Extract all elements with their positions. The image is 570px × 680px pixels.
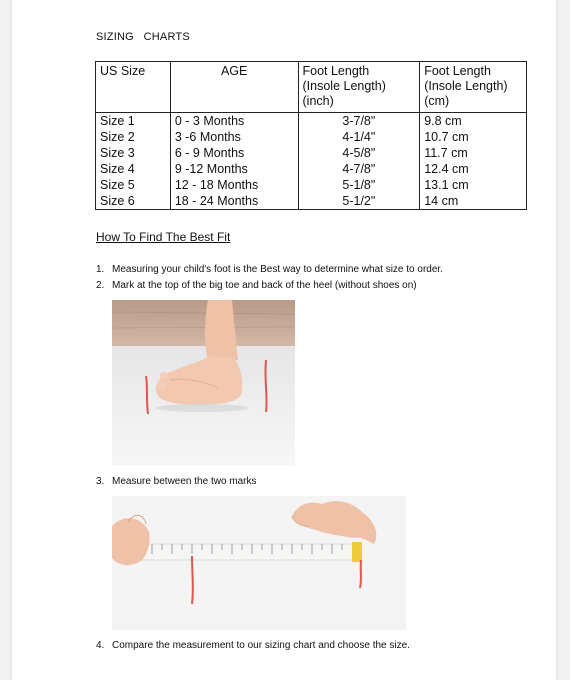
cell-age: 12 - 18 Months	[170, 177, 298, 193]
header-age: AGE	[170, 62, 298, 113]
step-number: 4.	[96, 640, 105, 651]
cell-cm: 13.1 cm	[420, 177, 527, 193]
measuring-tape	[134, 544, 354, 560]
table-row	[96, 193, 527, 210]
foot-marking-photo	[112, 300, 295, 466]
cell-cm: 14 cm	[420, 193, 527, 210]
foot-marking-illustration	[112, 300, 295, 466]
tape-measure-photo	[112, 496, 406, 630]
toe-shape	[157, 381, 167, 391]
step-text: Mark at the top of the big toe and back of the heel (without shoes on)	[112, 280, 417, 291]
heel-mark	[360, 560, 361, 588]
toe-mark	[192, 556, 193, 604]
table-row	[96, 145, 527, 161]
cell-inch: 3-7/8"	[298, 113, 420, 130]
tape-measure-illustration	[112, 496, 406, 630]
step-4	[96, 640, 410, 651]
step-number: 2.	[96, 280, 105, 291]
sizing-table	[95, 61, 527, 210]
header-foot-length-cm: Foot Length (Insole Length) (cm)	[420, 62, 527, 113]
cell-age: 6 - 9 Months	[170, 145, 298, 161]
tape-end-tab	[352, 542, 362, 562]
cell-size: Size 3	[96, 145, 171, 161]
wood-background	[112, 300, 295, 346]
sizing-table-header-row	[96, 62, 527, 113]
step-text: Measuring your child's foot is the Best way to determine what size to order.	[112, 264, 443, 275]
step-number: 3.	[96, 476, 105, 487]
cell-size: Size 5	[96, 177, 171, 193]
cell-cm: 11.7 cm	[420, 145, 527, 161]
table-row	[96, 161, 527, 177]
sizing-document	[12, 0, 556, 680]
toe-shape	[160, 372, 168, 380]
step-2	[96, 280, 417, 291]
step-text: Compare the measurement to our sizing chart and choose the size.	[112, 640, 410, 651]
table-row	[96, 113, 527, 130]
cell-age: 3 -6 Months	[170, 129, 298, 145]
header-foot-length-inch: Foot Length (Insole Length) (inch)	[298, 62, 420, 113]
heel-mark	[265, 360, 266, 412]
table-row	[96, 177, 527, 193]
step-text: Measure between the two marks	[112, 476, 257, 487]
cell-size: Size 6	[96, 193, 171, 210]
cell-inch: 4-7/8"	[298, 161, 420, 177]
step-1	[96, 264, 443, 275]
cell-size: Size 1	[96, 113, 171, 130]
cell-inch: 5-1/8"	[298, 177, 420, 193]
cell-age: 9 -12 Months	[170, 161, 298, 177]
header-us-size: US Size	[96, 62, 171, 113]
best-fit-heading: How To Find The Best Fit	[96, 230, 231, 244]
cell-inch: 5-1/2"	[298, 193, 420, 210]
sizing-charts-title: SIZING CHARTS	[96, 31, 190, 43]
step-3	[96, 476, 257, 487]
cell-cm: 12.4 cm	[420, 161, 527, 177]
cell-cm: 9.8 cm	[420, 113, 527, 130]
cell-size: Size 2	[96, 129, 171, 145]
cell-age: 0 - 3 Months	[170, 113, 298, 130]
table-row	[96, 129, 527, 145]
cell-size: Size 4	[96, 161, 171, 177]
cell-age: 18 - 24 Months	[170, 193, 298, 210]
cell-cm: 10.7 cm	[420, 129, 527, 145]
cell-inch: 4-1/4"	[298, 129, 420, 145]
step-number: 1.	[96, 264, 105, 275]
cell-inch: 4-5/8"	[298, 145, 420, 161]
